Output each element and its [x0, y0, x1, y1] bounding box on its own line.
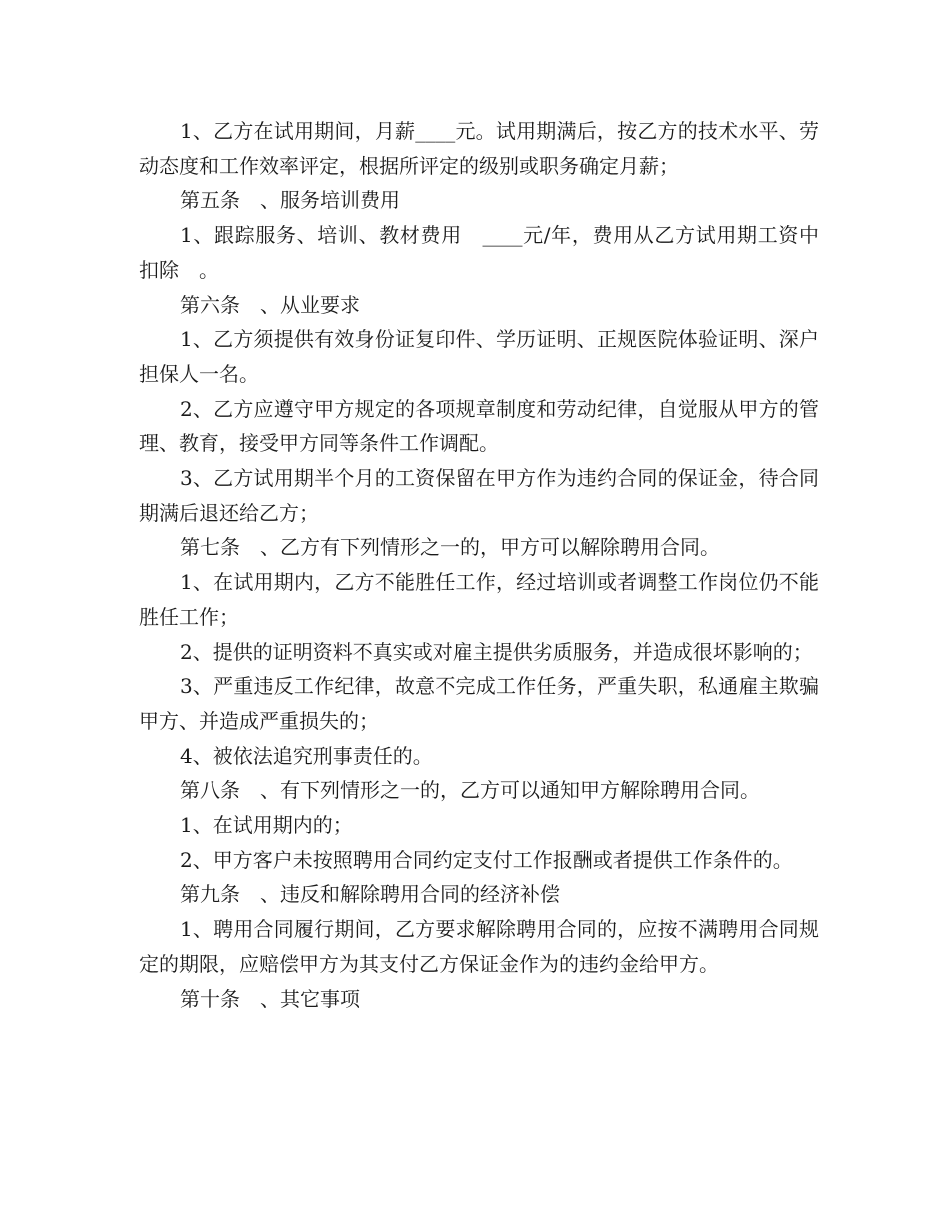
article-8-heading: 第八条 、有下列情形之一的，乙方可以通知甲方解除聘用合同。 — [180, 778, 760, 803]
probation-termination-clause: 1、在试用期内的； — [180, 813, 353, 838]
serious-violation-clause: 3、严重违反工作纪律，故意不完成工作任务，严重失职，私通雇主欺骗甲方、并造成严重损失的； — [139, 674, 819, 733]
false-documents-clause: 2、提供的证明资料不真实或对雇主提供劣质服务，并造成很坏影响的； — [180, 639, 813, 664]
compensation-clause: 1、聘用合同履行期间，乙方要求解除聘用合同的，应按不满聘用合同规定的期限，应赔偿甲方为其支付乙方保证金作为的违约金给甲方。 — [139, 917, 819, 976]
training-fee-clause: 1、跟踪服务、培训、教材费用 ____元/年，费用从乙方试用期工资中扣除 。 — [139, 223, 819, 282]
probation-salary-clause: 1、乙方在试用期间，月薪____元。试用期满后，按乙方的技术水平、劳动态度和工作效率评定，根据所评定的级别或职务确定月薪； — [139, 119, 819, 178]
document-body — [139, 114, 819, 1016]
documents-requirement-clause: 1、乙方须提供有效身份证复印件、学历证明、正规医院体验证明、深户担保人一名。 — [139, 327, 819, 386]
article-6-heading: 第六条 、从业要求 — [180, 292, 360, 317]
article-7-heading: 第七条 、乙方有下列情形之一的，甲方可以解除聘用合同。 — [180, 535, 720, 560]
rules-compliance-clause: 2、乙方应遵守甲方规定的各项规章制度和劳动纪律，自觉服从甲方的管理、教育，接受甲方同等条件工作调配。 — [139, 396, 819, 456]
article-9-heading: 第九条 、违反和解除聘用合同的经济补偿 — [180, 882, 560, 907]
unpaid-wages-clause: 2、甲方客户未按照聘用合同约定支付工作报酬或者提供工作条件的。 — [180, 847, 793, 872]
article-5-heading: 第五条 、服务培训费用 — [180, 188, 400, 213]
criminal-liability-clause: 4、被依法追究刑事责任的。 — [180, 743, 433, 768]
incompetence-clause: 1、在试用期内，乙方不能胜任工作，经过培训或者调整工作岗位仍不能胜任工作； — [139, 570, 819, 629]
article-10-heading: 第十条 、其它事项 — [180, 986, 360, 1011]
deposit-clause: 3、乙方试用期半个月的工资保留在甲方作为违约合同的保证金，待合同期满后退还给乙方； — [139, 466, 819, 525]
